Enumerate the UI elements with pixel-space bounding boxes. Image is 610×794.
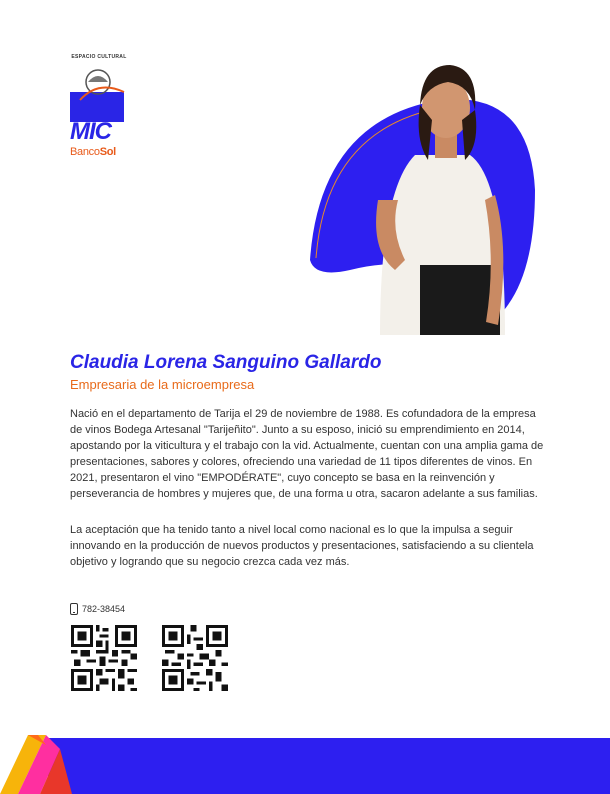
phone-number: 782-38454 <box>82 604 126 614</box>
phone-contact[interactable] <box>70 603 125 615</box>
footer-band <box>0 735 610 794</box>
person-name: Claudia Lorena Sanguino Gallardo <box>70 352 382 373</box>
logo-mic-text: MIC <box>70 118 111 145</box>
portrait-photo <box>310 60 535 335</box>
logo-top-text: ESPACIO CULTURAL <box>71 54 127 60</box>
phone-icon <box>70 603 78 615</box>
bio-paragraph-2: La aceptación que ha tenido tanto a nivel local como nacional es lo que la impulsa a seguir innovando en la producción de nuevos productos y presentaciones, satisfaciendo a su clientela objetivo y logrando que su negocio crezca cada vez más. <box>70 524 534 568</box>
logo-emblem-icon <box>68 62 130 122</box>
bio-paragraph-1: Nació en el departamento de Tarija el 29 de noviembre de 1988. Es cofundadora de la empresa de vinos Bodega Artesanal "Tarijeñito". Junto a su esposo, inició su emprendimiento en 2014, apostando por la viticultura y el trabajo con la vid. Actualmente, cuentan con una amplia gama de presentaciones, sabores y colores, ofreciendo una variedad de 11 tipos diferentes de vinos. En 2021, presentaron el vino "EMPODÉRATE", cuyo concepto se basa en la reinvención y perseverancia de hombres y mujeres que, de una forma u otra, sacaron adelante a sus familias. <box>70 408 544 500</box>
logo-bank-text: BancoSol <box>70 146 116 158</box>
qr-code-1[interactable] <box>71 625 137 691</box>
qr-code-2[interactable] <box>162 625 228 691</box>
mic-bancosol-logo <box>68 54 130 164</box>
person-role: Empresaria de la microempresa <box>70 377 255 392</box>
